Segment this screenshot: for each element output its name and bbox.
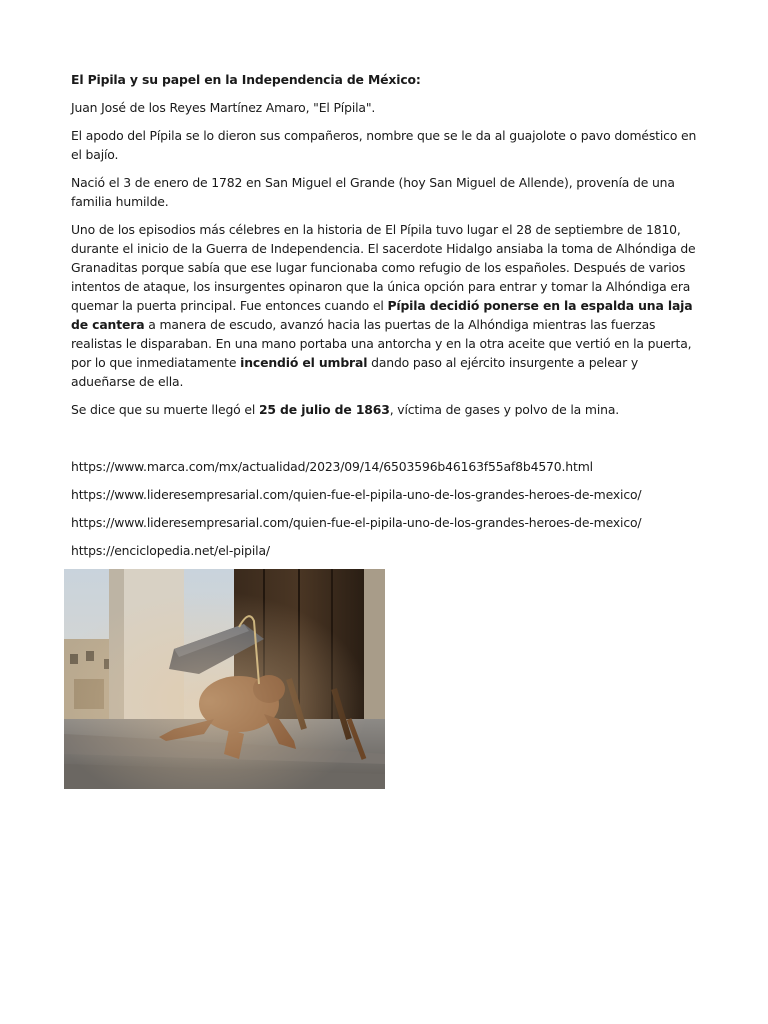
episode-bold-2: incendió el umbral — [240, 355, 368, 370]
spacer — [71, 428, 701, 457]
source-link[interactable]: https://enciclopedia.net/el-pipila/ — [71, 543, 270, 558]
name-line: Juan José de los Reyes Martínez Amaro, "El Pípila". — [71, 100, 376, 115]
episode-bold-1: Pípila decidió ponerse en la espalda una laja de cantera — [71, 298, 693, 332]
document-title: El Pipila y su papel en la Independencia de México: — [71, 72, 421, 87]
pipila-sculpture-image — [64, 569, 385, 789]
death-text-2: , víctima de gases y polvo de la mina. — [389, 402, 620, 417]
source-link[interactable]: https://www.lideresempresarial.com/quien-fue-el-pipila-uno-de-los-grandes-heroes-de-mexico/ — [71, 515, 642, 530]
nickname-paragraph: El apodo del Pípila se lo dieron sus compañeros, nombre que se le da al guajolote o pavo doméstico en el bajío. — [71, 128, 697, 162]
episode-text-1: Uno de los episodios más célebres en la historia de El Pípila tuvo lugar el 28 de septiembre de 1810, durante el inicio de la Guerra de Independencia. El sacerdote Hidalgo ansiaba la toma de Alhóndiga de Granaditas porque sabía que ese lugar funcionaba como refugio de los españoles. Después de varios intentos de ataque, los insurgentes opinaron que la única opción para entrar y tomar la Alhóndiga era quemar la puerta principal. Fue entonces cuando el — [71, 222, 696, 313]
death-text-1: Se dice que su muerte llegó el — [71, 402, 259, 417]
death-bold: 25 de julio de 1863 — [258, 402, 390, 417]
death-paragraph — [71, 400, 701, 419]
document-body — [71, 70, 701, 569]
episode-paragraph — [71, 220, 701, 391]
pipila-sculpture-photo — [64, 569, 385, 789]
source-link[interactable]: https://www.marca.com/mx/actualidad/2023/09/14/6503596b46163f55af8b4570.html — [71, 459, 593, 474]
birth-paragraph: Nació el 3 de enero de 1782 en San Miguel el Grande (hoy San Miguel de Allende), provenía de una familia humilde. — [71, 175, 675, 209]
source-link[interactable]: https://www.lideresempresarial.com/quien-fue-el-pipila-uno-de-los-grandes-heroes-de-mexico/ — [71, 487, 642, 502]
episode-text-3: dando paso al ejército insurgente a pelear y adueñarse de ella. — [71, 355, 639, 389]
episode-text-2: a manera de escudo, avanzó hacia las puertas de la Alhóndiga mientras las fuerzas realistas le disparaban. En una mano portaba una antorcha y en la otra aceite que vertió en la puerta, por lo que inmediatamente — [71, 317, 692, 370]
